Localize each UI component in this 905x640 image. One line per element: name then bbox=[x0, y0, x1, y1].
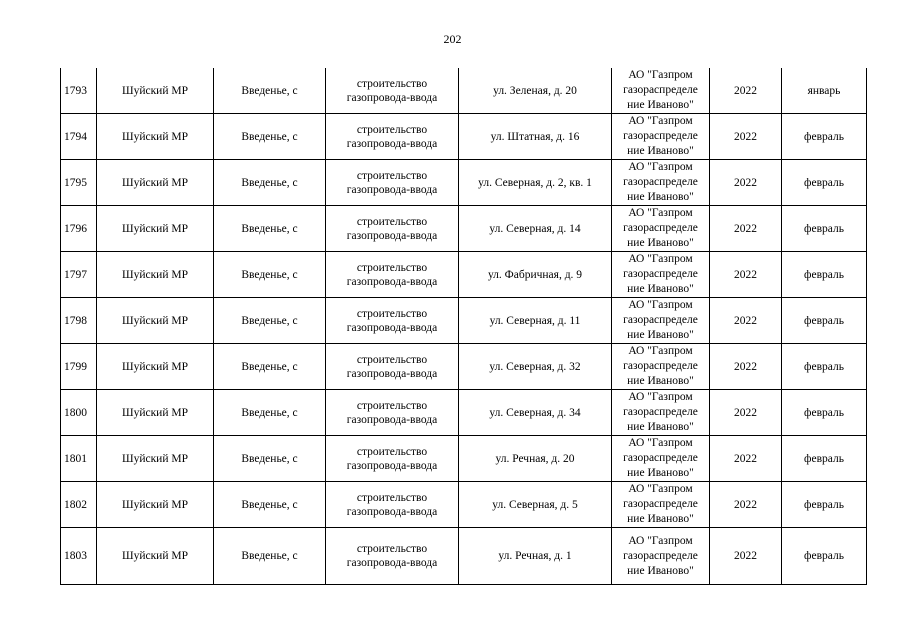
district-cell: Шуйский МР bbox=[97, 206, 214, 252]
table-row bbox=[61, 390, 867, 436]
district-cell: Шуйский МР bbox=[97, 482, 214, 528]
locality-cell: Введенье, с bbox=[214, 482, 326, 528]
month-cell: февраль bbox=[782, 206, 867, 252]
year-cell: 2022 bbox=[710, 344, 782, 390]
work-type-cell: строительство газопровода-ввода bbox=[326, 298, 459, 344]
work-type-cell: строительство газопровода-ввода bbox=[326, 68, 459, 114]
row-number-cell: 1796 bbox=[61, 206, 97, 252]
locality-cell: Введенье, с bbox=[214, 68, 326, 114]
address-cell: ул. Речная, д. 1 bbox=[459, 528, 612, 585]
row-number-cell: 1802 bbox=[61, 482, 97, 528]
organization-cell: АО "Газпром газораспределе ние Иваново" bbox=[612, 206, 710, 252]
month-cell: февраль bbox=[782, 436, 867, 482]
row-number-cell: 1800 bbox=[61, 390, 97, 436]
year-cell: 2022 bbox=[710, 252, 782, 298]
table-row bbox=[61, 114, 867, 160]
row-number-cell: 1794 bbox=[61, 114, 97, 160]
month-cell: февраль bbox=[782, 344, 867, 390]
table-row bbox=[61, 252, 867, 298]
district-cell: Шуйский МР bbox=[97, 114, 214, 160]
organization-cell: АО "Газпром газораспределе ние Иваново" bbox=[612, 390, 710, 436]
address-cell: ул. Северная, д. 2, кв. 1 bbox=[459, 160, 612, 206]
locality-cell: Введенье, с bbox=[214, 298, 326, 344]
row-number-cell: 1799 bbox=[61, 344, 97, 390]
organization-cell: АО "Газпром газораспределе ние Иваново" bbox=[612, 436, 710, 482]
organization-cell: АО "Газпром газораспределе ние Иваново" bbox=[612, 528, 710, 585]
month-cell: февраль bbox=[782, 482, 867, 528]
locality-cell: Введенье, с bbox=[214, 206, 326, 252]
address-cell: ул. Северная, д. 5 bbox=[459, 482, 612, 528]
address-cell: ул. Северная, д. 14 bbox=[459, 206, 612, 252]
district-cell: Шуйский МР bbox=[97, 344, 214, 390]
organization-cell: АО "Газпром газораспределе ние Иваново" bbox=[612, 252, 710, 298]
organization-cell: АО "Газпром газораспределе ние Иваново" bbox=[612, 298, 710, 344]
month-cell: февраль bbox=[782, 252, 867, 298]
year-cell: 2022 bbox=[710, 528, 782, 585]
month-cell: февраль bbox=[782, 114, 867, 160]
table-body bbox=[61, 68, 867, 585]
row-number-cell: 1793 bbox=[61, 68, 97, 114]
month-cell: январь bbox=[782, 68, 867, 114]
locality-cell: Введенье, с bbox=[214, 436, 326, 482]
gas-pipeline-registry-table bbox=[60, 68, 867, 585]
row-number-cell: 1801 bbox=[61, 436, 97, 482]
row-number-cell: 1797 bbox=[61, 252, 97, 298]
address-cell: ул. Речная, д. 20 bbox=[459, 436, 612, 482]
work-type-cell: строительство газопровода-ввода bbox=[326, 482, 459, 528]
row-number-cell: 1803 bbox=[61, 528, 97, 585]
work-type-cell: строительство газопровода-ввода bbox=[326, 206, 459, 252]
page-number: 202 bbox=[443, 32, 462, 46]
district-cell: Шуйский МР bbox=[97, 252, 214, 298]
organization-cell: АО "Газпром газораспределе ние Иваново" bbox=[612, 160, 710, 206]
organization-cell: АО "Газпром газораспределе ние Иваново" bbox=[612, 68, 710, 114]
row-number-cell: 1795 bbox=[61, 160, 97, 206]
locality-cell: Введенье, с bbox=[214, 528, 326, 585]
year-cell: 2022 bbox=[710, 114, 782, 160]
month-cell: февраль bbox=[782, 390, 867, 436]
locality-cell: Введенье, с bbox=[214, 252, 326, 298]
locality-cell: Введенье, с bbox=[214, 160, 326, 206]
row-number-cell: 1798 bbox=[61, 298, 97, 344]
table-row bbox=[61, 298, 867, 344]
year-cell: 2022 bbox=[710, 436, 782, 482]
year-cell: 2022 bbox=[710, 482, 782, 528]
year-cell: 2022 bbox=[710, 206, 782, 252]
work-type-cell: строительство газопровода-ввода bbox=[326, 436, 459, 482]
district-cell: Шуйский МР bbox=[97, 436, 214, 482]
table-row bbox=[61, 160, 867, 206]
table-row bbox=[61, 68, 867, 114]
table-row bbox=[61, 206, 867, 252]
district-cell: Шуйский МР bbox=[97, 68, 214, 114]
month-cell: февраль bbox=[782, 160, 867, 206]
year-cell: 2022 bbox=[710, 160, 782, 206]
address-cell: ул. Штатная, д. 16 bbox=[459, 114, 612, 160]
work-type-cell: строительство газопровода-ввода bbox=[326, 114, 459, 160]
locality-cell: Введенье, с bbox=[214, 344, 326, 390]
table-row bbox=[61, 344, 867, 390]
work-type-cell: строительство газопровода-ввода bbox=[326, 528, 459, 585]
district-cell: Шуйский МР bbox=[97, 160, 214, 206]
year-cell: 2022 bbox=[710, 68, 782, 114]
address-cell: ул. Фабричная, д. 9 bbox=[459, 252, 612, 298]
month-cell: февраль bbox=[782, 528, 867, 585]
year-cell: 2022 bbox=[710, 298, 782, 344]
locality-cell: Введенье, с bbox=[214, 390, 326, 436]
month-cell: февраль bbox=[782, 298, 867, 344]
organization-cell: АО "Газпром газораспределе ние Иваново" bbox=[612, 344, 710, 390]
table-row bbox=[61, 528, 867, 585]
address-cell: ул. Северная, д. 34 bbox=[459, 390, 612, 436]
address-cell: ул. Северная, д. 32 bbox=[459, 344, 612, 390]
work-type-cell: строительство газопровода-ввода bbox=[326, 160, 459, 206]
organization-cell: АО "Газпром газораспределе ние Иваново" bbox=[612, 114, 710, 160]
district-cell: Шуйский МР bbox=[97, 528, 214, 585]
table-row bbox=[61, 482, 867, 528]
address-cell: ул. Северная, д. 11 bbox=[459, 298, 612, 344]
organization-cell: АО "Газпром газораспределе ние Иваново" bbox=[612, 482, 710, 528]
address-cell: ул. Зеленая, д. 20 bbox=[459, 68, 612, 114]
work-type-cell: строительство газопровода-ввода bbox=[326, 344, 459, 390]
year-cell: 2022 bbox=[710, 390, 782, 436]
locality-cell: Введенье, с bbox=[214, 114, 326, 160]
table-row bbox=[61, 436, 867, 482]
district-cell: Шуйский МР bbox=[97, 390, 214, 436]
work-type-cell: строительство газопровода-ввода bbox=[326, 252, 459, 298]
district-cell: Шуйский МР bbox=[97, 298, 214, 344]
work-type-cell: строительство газопровода-ввода bbox=[326, 390, 459, 436]
